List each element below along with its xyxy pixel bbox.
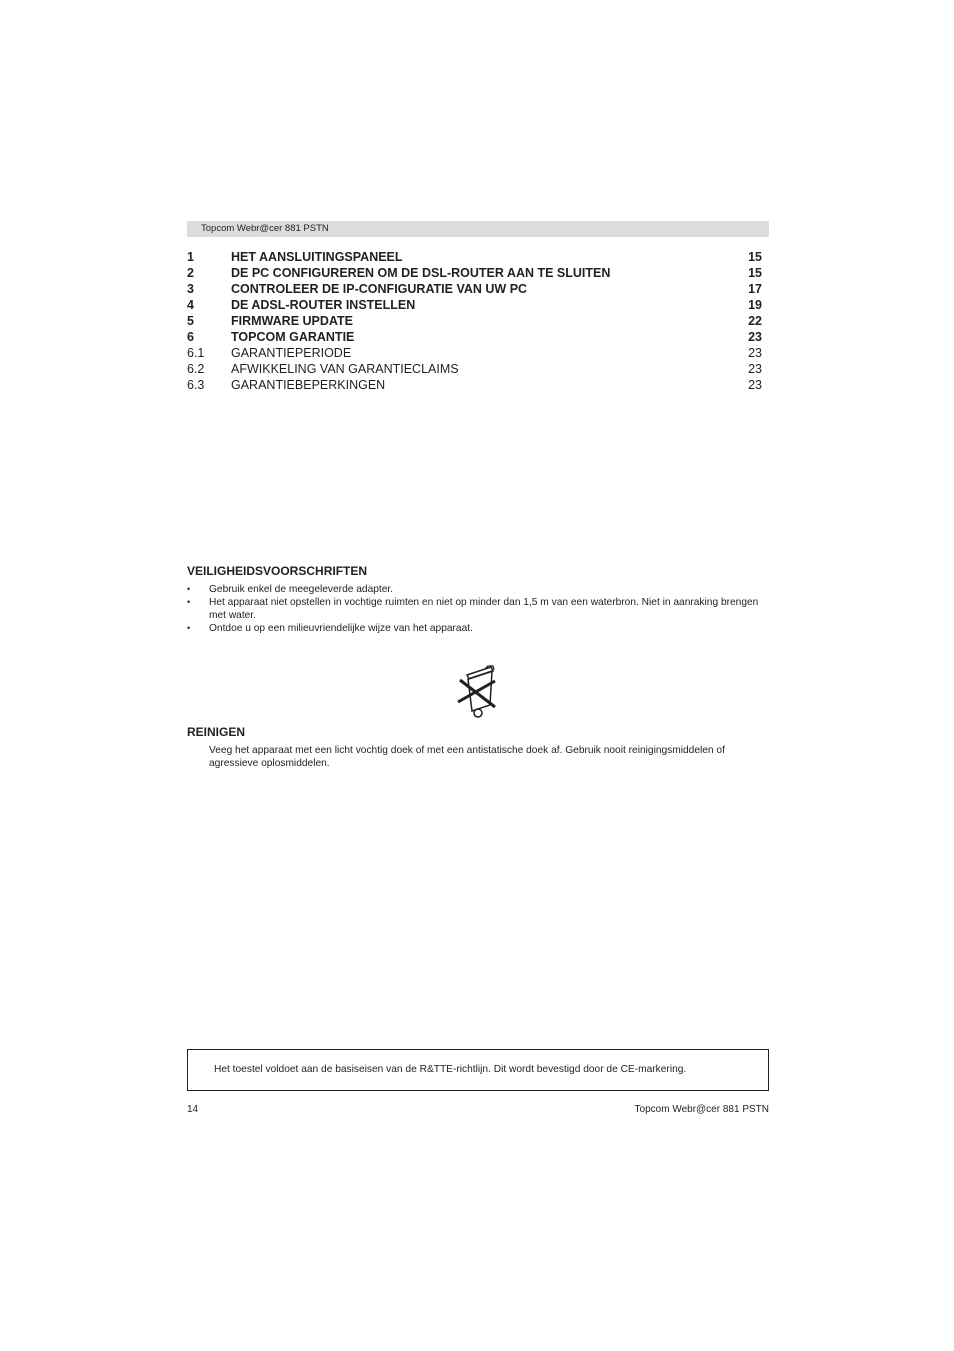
bullet-icon: • — [187, 584, 191, 594]
toc-number: 4 — [187, 298, 194, 312]
toc-row[interactable] — [187, 377, 763, 393]
toc-page: 23 — [748, 362, 762, 376]
toc-number: 6.1 — [187, 346, 205, 360]
toc-title: AFWIKKELING VAN GARANTIECLAIMS — [231, 362, 459, 376]
list-item-text: Gebruik enkel de meegeleverde adapter. — [209, 584, 394, 595]
ce-notice-box — [187, 1049, 769, 1091]
toc-number: 6.3 — [187, 378, 205, 392]
toc-page: 23 — [748, 378, 762, 392]
list-item — [187, 622, 772, 635]
toc-title: GARANTIEBEPERKINGEN — [231, 378, 386, 392]
ce-notice-text: Het toestel voldoet aan de basiseisen van de R&TTE-richtlijn. Dit wordt bevestigd door de CE-markering. — [214, 1064, 687, 1075]
toc-number: 6 — [187, 330, 194, 344]
toc-row[interactable] — [187, 345, 763, 361]
list-item-text: Ontdoe u op een milieuvriendelijke wijze van het apparaat. — [209, 623, 473, 634]
header-product-name: Topcom Webr@cer 881 PSTN — [201, 223, 329, 234]
footer-product-name: Topcom Webr@cer 881 PSTN — [634, 1104, 769, 1115]
header-bar — [187, 221, 769, 237]
toc-row[interactable] — [187, 329, 763, 345]
toc-page: 22 — [748, 314, 762, 328]
toc-title: HET AANSLUITINGSPANEEL — [231, 250, 403, 264]
toc-title: FIRMWARE UPDATE — [231, 314, 353, 328]
toc-number: 5 — [187, 314, 194, 328]
cleaning-text: Veeg het apparaat met een licht vochtig doek of met een antistatische doek af. Gebruik nooit reinigingsmiddelen of agressieve oplosmiddelen. — [209, 745, 725, 769]
toc-title: DE PC CONFIGUREREN OM DE DSL-ROUTER AAN TE SLUITEN — [231, 266, 611, 280]
toc-title: CONTROLEER DE IP-CONFIGURATIE VAN UW PC — [231, 282, 528, 296]
toc-page: 17 — [748, 282, 762, 296]
toc-row[interactable] — [187, 265, 763, 281]
toc-number: 1 — [187, 250, 194, 264]
toc-title: DE ADSL-ROUTER INSTELLEN — [231, 298, 416, 312]
safety-list — [187, 583, 772, 635]
toc-page: 23 — [748, 346, 762, 360]
toc-number: 2 — [187, 266, 194, 280]
toc-row[interactable] — [187, 361, 763, 377]
toc-row[interactable] — [187, 249, 763, 265]
toc-page: 19 — [748, 298, 762, 312]
toc-title: TOPCOM GARANTIE — [231, 330, 355, 344]
list-item — [187, 583, 772, 596]
safety-heading: VEILIGHEIDSVOORSCHRIFTEN — [187, 564, 368, 578]
toc-page: 23 — [748, 330, 762, 344]
table-of-contents — [187, 249, 763, 393]
toc-title: GARANTIEPERIODE — [231, 346, 352, 360]
toc-row[interactable] — [187, 297, 763, 313]
list-item — [187, 596, 772, 622]
cleaning-heading: REINIGEN — [187, 725, 246, 739]
crossed-out-wheelie-bin-icon — [455, 665, 497, 719]
bullet-icon: • — [187, 623, 191, 633]
bullet-icon: • — [187, 597, 191, 607]
page-number: 14 — [187, 1104, 199, 1115]
toc-page: 15 — [748, 266, 762, 280]
toc-row[interactable] — [187, 313, 763, 329]
toc-page: 15 — [748, 250, 762, 264]
toc-row[interactable] — [187, 281, 763, 297]
toc-number: 3 — [187, 282, 194, 296]
toc-number: 6.2 — [187, 362, 205, 376]
list-item-text: Het apparaat niet opstellen in vochtige ruimten en niet op minder dan 1,5 m van een waterbron. Niet in aanraking brengen met water. — [209, 597, 759, 621]
